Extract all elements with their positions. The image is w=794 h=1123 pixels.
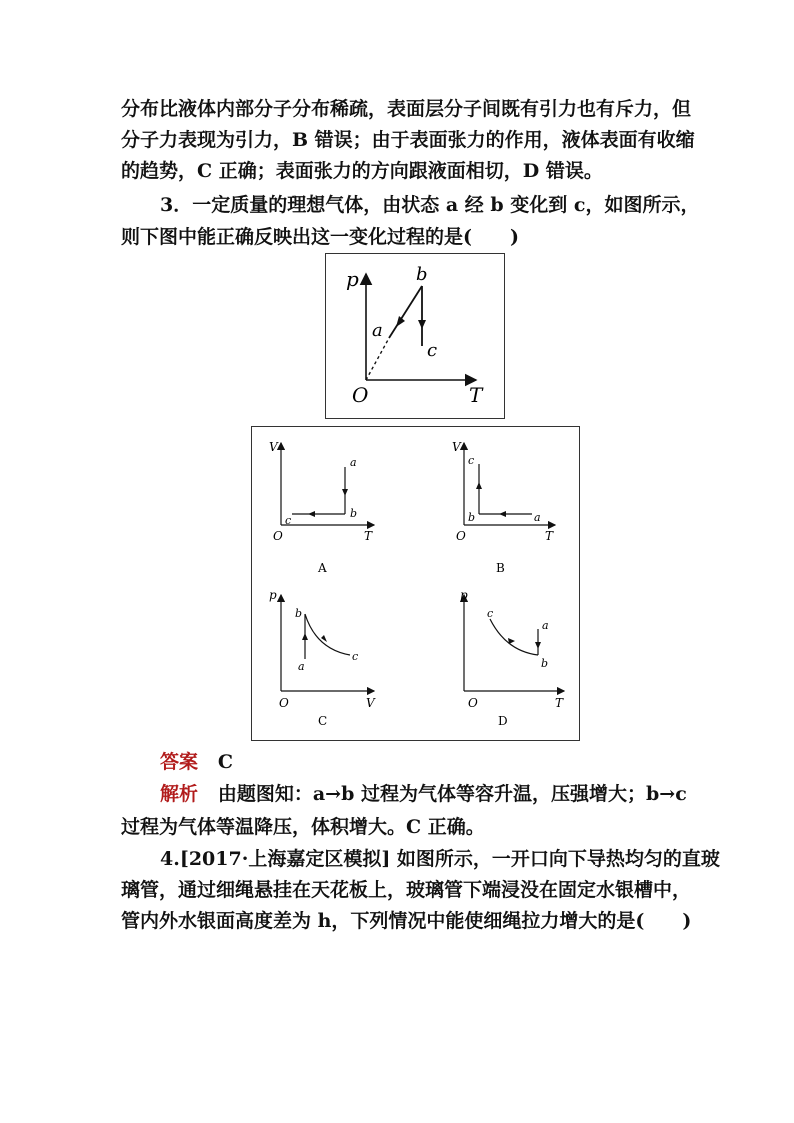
option-a-origin: O	[273, 529, 283, 543]
option-a-point-b: b	[350, 507, 358, 520]
analysis-line-2: 过程为气体等温降压，体积增大。C 正确。	[121, 816, 485, 838]
option-d-axis-y: p	[460, 588, 468, 602]
analysis-row	[160, 782, 687, 806]
main-point-b: b	[416, 264, 428, 285]
option-b-graph	[452, 440, 555, 575]
option-c-origin: O	[279, 696, 289, 710]
option-b-label: B	[496, 561, 505, 575]
option-c-point-c: c	[352, 650, 359, 663]
option-a-label: A	[318, 561, 327, 575]
option-d-point-a: a	[542, 619, 549, 632]
option-a-graph	[269, 440, 374, 575]
text-line-1: 分布比液体内部分子分布稀疏，表面层分子间既有引力也有斥力，但	[121, 98, 692, 120]
options-diagram	[251, 426, 580, 741]
option-c-axis-y: p	[269, 588, 277, 602]
option-c-label: C	[318, 714, 328, 728]
main-diagram	[325, 253, 505, 419]
option-c-axis-x: V	[366, 696, 375, 710]
option-a-axis-y: V	[269, 440, 278, 454]
option-d-axis-x: T	[555, 696, 564, 710]
option-c-point-a: a	[298, 660, 305, 673]
option-a-point-a: a	[350, 456, 357, 469]
option-d-point-c: c	[487, 607, 494, 620]
option-b-point-a: a	[534, 511, 541, 524]
option-b-point-c: c	[468, 454, 475, 467]
main-axis-x: T	[469, 383, 483, 407]
option-c-point-b: b	[295, 607, 303, 620]
option-a-axis-x: T	[364, 529, 373, 543]
question-4-line-3: 管内外水银面高度差为 h，下列情况中能使细绳拉力增大的是( )	[121, 910, 692, 932]
option-b-origin: O	[456, 529, 466, 543]
option-d-label: D	[498, 714, 508, 728]
option-b-axis-y: V	[452, 440, 461, 454]
answer-value: C	[217, 751, 233, 773]
option-d-origin: O	[468, 696, 478, 710]
text-line-3: 的趋势，C 正确；表面张力的方向跟液面相切，D 错误。	[121, 160, 603, 182]
answer-label: 答案	[160, 751, 199, 773]
analysis-line-1: 由题图知：a→b 过程为气体等容升温，压强增大；b→c	[217, 783, 687, 805]
main-point-a: a	[372, 320, 383, 341]
option-a-point-c: c	[285, 514, 292, 527]
question-3-line-2: 则下图中能正确反映出这一变化过程的是( )	[121, 226, 519, 248]
analysis-label: 解析	[160, 783, 199, 805]
option-d-graph	[460, 588, 564, 728]
main-axis-y: p	[346, 267, 359, 291]
text-line-2: 分子力表现为引力，B 错误；由于表面张力的作用，液体表面有收缩	[121, 129, 695, 151]
option-c-graph	[269, 588, 376, 728]
main-point-c: c	[427, 340, 438, 361]
question-4-line-1: 4.[2017·上海嘉定区模拟] 如图所示，一开口向下导热均匀的直玻	[160, 848, 720, 870]
question-4-line-2: 璃管，通过细绳悬挂在天花板上，玻璃管下端浸没在固定水银槽中，	[121, 879, 692, 901]
option-d-point-b: b	[541, 657, 549, 670]
answer-row	[160, 750, 233, 774]
question-3-line-1: 3．一定质量的理想气体，由状态 a 经 b 变化到 c，如图所示，	[160, 194, 700, 216]
option-b-point-b: b	[468, 511, 476, 524]
main-origin: O	[352, 383, 369, 407]
option-b-axis-x: T	[545, 529, 554, 543]
